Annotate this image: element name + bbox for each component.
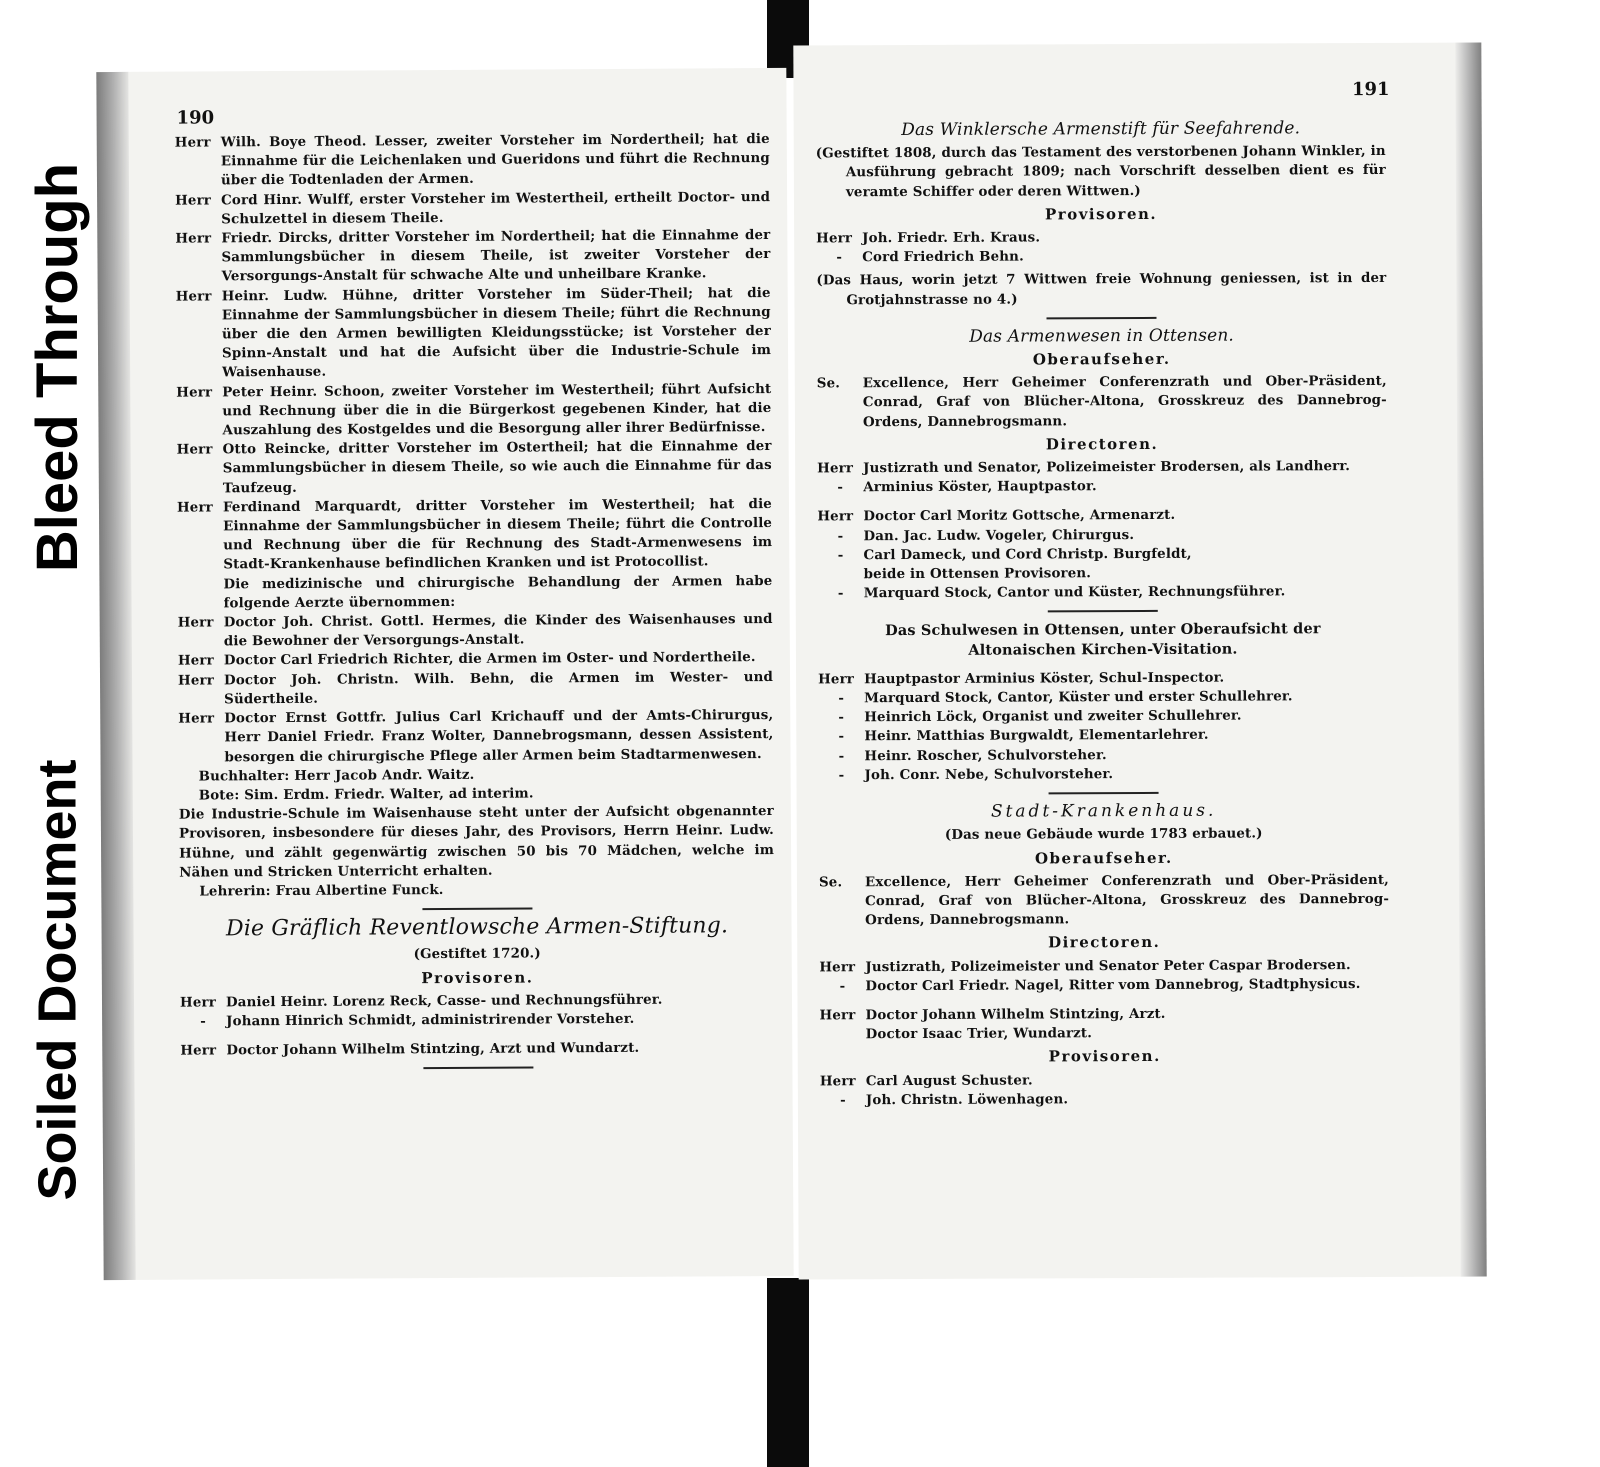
hospital-doctor-list	[820, 1004, 1390, 1045]
provisor-entry	[816, 227, 1386, 249]
entry-prefix: -	[840, 1092, 846, 1109]
official-entry	[175, 226, 770, 287]
entry-text: Marquard Stock, Cantor, Küster und erster Schullehrer.	[864, 688, 1293, 707]
entry-prefix: Herr	[819, 958, 856, 975]
entry-text: Friedr. Dircks, dritter Vorsteher im Nordertheil; hat die Einnahme der Sammlungsbücher in diesem Theile, ist zweiter Vorsteher der Versorgungs-Anstalt für schwache Alte und unheilbare Kranke.	[221, 227, 771, 285]
director-entry	[819, 975, 1389, 997]
entry-text: Justizrath und Senator, Polizeimeister Brodersen, als Landherr.	[863, 458, 1351, 477]
entry-prefix: Herr	[179, 994, 216, 1011]
entry-prefix: -	[836, 249, 843, 266]
page-number: 190	[176, 107, 215, 129]
entry-text: Johann Hinrich Schmidt, administrirender Vorsteher.	[226, 1010, 635, 1030]
entry-prefix: Herr	[175, 192, 212, 209]
entry-prefix: Se.	[816, 375, 841, 392]
entry-text: Doctor Carl Friedr. Nagel, Ritter vom Dannebrog, Stadtphysicus.	[865, 975, 1361, 994]
section-rule	[422, 908, 532, 911]
foundation-title: Die Gräflich Reventlowsche Armen-Stiftung.	[225, 913, 729, 942]
provisor-entry	[820, 1089, 1390, 1111]
bleed-through-label: Bleed Through	[25, 162, 91, 573]
entry-prefix: Herr	[818, 671, 855, 688]
hospital-oberaufseher	[819, 871, 1389, 931]
entry-prefix: -	[837, 527, 844, 544]
entry-prefix: -	[837, 547, 844, 564]
entry-prefix: Herr	[819, 1072, 856, 1089]
staff-entry	[817, 544, 1387, 566]
entry-prefix: -	[200, 1013, 207, 1030]
ottensen-directoren-heading: Directoren.	[1045, 434, 1159, 454]
entry-text: Daniel Heinr. Lorenz Reck, Casse- und Rechnungsführer.	[225, 991, 663, 1011]
entry-prefix: -	[837, 479, 844, 496]
doctor-entry	[820, 1023, 1390, 1045]
school-staff-list	[818, 668, 1388, 786]
entry-prefix: -	[838, 747, 845, 765]
right-page-text	[816, 113, 1390, 1110]
entry-prefix: Herr	[178, 710, 215, 727]
left-page-text	[175, 130, 776, 1079]
entry-text: Heinr. Matthias Burgwaldt, Elementarlehrer.	[864, 727, 1209, 745]
entry-prefix: Se.	[818, 874, 843, 891]
section-rule	[1046, 317, 1156, 319]
section-rule	[423, 1067, 533, 1070]
ottensen-oberaufseher-heading: Oberaufseher.	[1032, 349, 1171, 369]
director-entry	[817, 476, 1387, 498]
entry-prefix: -	[839, 978, 846, 995]
physician-entry	[180, 1038, 775, 1061]
entry-text: Doctor Joh. Christn. Wilh. Behn, die Armen im Wester- und Südertheile.	[223, 668, 774, 708]
entry-text: Cord Friedrich Behn.	[862, 248, 1024, 266]
winkler-note: (Gestiftet 1808, durch das Testament des verstorbenen Johann Winkler, in Ausführung gebracht 1809; nach Vorschrift desselben dient es für veramte Schiffer oder deren Wittwen.)	[815, 143, 1386, 200]
soiled-document-label: Soiled Document	[28, 759, 89, 1201]
entry-text: Dan. Jac. Ludw. Vogeler, Chirurgus.	[863, 526, 1135, 544]
entry-prefix: Herr	[175, 288, 212, 305]
entry-prefix: Herr	[177, 614, 214, 631]
entry-text: Peter Heinr. Schoon, zweiter Vorsteher im Westertheil; führt Aufsicht und Rechnung über die in die Bürgerkost gegebenen Kinder, hat die Auszahlung des Kostgeldes und die Besorgung aller ihrer Bedürfnisse.	[222, 380, 772, 439]
entry-prefix: Herr	[816, 230, 853, 247]
provisoren-heading: Provisoren.	[421, 967, 534, 987]
entry-prefix: Herr	[176, 441, 213, 458]
left-page	[96, 68, 793, 1280]
winkler-house-note: (Das Haus, worin jetzt 7 Wittwen freie Wohnung geniessen, ist in der Grotjahnstrasse no 4.)	[816, 270, 1387, 308]
entry-prefix: Herr	[175, 230, 212, 247]
entry-prefix: -	[838, 728, 845, 745]
medical-intro: Die medizinische und chirurgische Behandlung der Armen habe folgende Aerzte übernommen:	[223, 572, 773, 612]
doctor-entry	[178, 668, 773, 710]
right-page	[793, 43, 1486, 1280]
page-edge-shadow	[1455, 43, 1486, 1277]
hospital-note: (Das neue Gebäude wurde 1783 erbauet.)	[944, 825, 1263, 844]
entry-prefix: Herr	[174, 134, 211, 151]
school-staff-entry	[818, 687, 1388, 709]
staff-entry	[817, 525, 1387, 547]
soiled-document-tag	[14, 730, 102, 1230]
binding-strip-bottom	[767, 1278, 809, 1467]
school-staff-entry	[818, 706, 1388, 728]
entry-prefix: Herr	[180, 1042, 217, 1059]
school-staff-entry	[818, 745, 1388, 767]
provisor-entry	[820, 1069, 1390, 1091]
entry-prefix: Herr	[819, 1007, 856, 1024]
provisor-entry	[816, 246, 1386, 268]
winkler-provisoren-list	[816, 227, 1386, 268]
entry-text: Otto Reincke, dritter Vorsteher im Ostertheil; hat die Einnahme der Sammlungsbücher in diesem Theile, so wie auch die Einnahme für das Taufzeug.	[222, 438, 772, 497]
hospital-provisoren-heading: Provisoren.	[1048, 1047, 1161, 1066]
entry-text: Wilh. Boye Theod. Lesser, zweiter Vorsteher im Nordertheil; hat die Einnahme für die Leichenlaken und Gueridons und führt die Rechnung über die Todtenladen der Armen.	[220, 131, 770, 189]
teacher-line: Lehrerin: Frau Albertine Funck.	[199, 881, 444, 900]
school-staff-entry	[818, 725, 1388, 747]
entry-text: Doctor Johann Wilhelm Stintzing, Arzt und Wundarzt.	[226, 1039, 640, 1059]
staff-entry	[817, 505, 1387, 527]
entry-text: Arminius Köster, Hauptpastor.	[863, 478, 1097, 496]
bookkeeper-line: Buchhalter: Herr Jacob Andr. Waitz.	[198, 766, 475, 785]
entry-text: Doctor Joh. Christ. Gottl. Hermes, die Kinder des Waisenhauses und die Bewohner der Versorgungs-Anstalt.	[223, 611, 773, 650]
entry-text: Heinrich Löck, Organist und zweiter Schullehrer.	[864, 707, 1242, 726]
entry-prefix: Herr	[176, 384, 213, 401]
entry-prefix: Herr	[177, 672, 214, 689]
entry-prefix: Herr	[177, 652, 214, 670]
official-entry	[175, 130, 770, 191]
entry-prefix: Herr	[817, 508, 854, 525]
school-staff-entry	[818, 764, 1388, 786]
section-rule	[1048, 610, 1158, 612]
section-rule	[1049, 792, 1159, 794]
provisor-entry	[180, 1009, 775, 1032]
oberaufseher-entry	[817, 372, 1387, 432]
industrial-school-paragraph: Die Industrie-Schule im Waisenhause steht unter der Aufsicht obgenannter Provisoren, insbesondere für dieses Jahr, des Provisors, Herrn Heinr. Ludw. Hühne, und zählt gegenwärtig zwischen 50 bis 70 Mädchen, welche im Nähen und Stricken Unterricht erhalten.	[178, 803, 775, 881]
entry-text: Justizrath, Polizeimeister und Senator Peter Caspar Brodersen.	[865, 956, 1351, 975]
entry-prefix: -	[838, 709, 845, 726]
entry-text: Excellence, Herr Geheimer Conferenzrath und Ober-Präsident, Conrad, Graf von Blücher-Altona, Grosskreuz des Dannebrog-Ordens, Dannebrogsmann.	[864, 871, 1390, 929]
entry-text: Joh. Christn. Löwenhagen.	[865, 1091, 1069, 1108]
entry-text: Carl Dameck, und Cord Christp. Burgfeldt,	[863, 545, 1192, 564]
doctor-entry	[178, 610, 773, 652]
hospital-provisoren-list	[820, 1069, 1390, 1110]
winkler-title: Das Winklersche Armenstift für Seefahrende.	[901, 118, 1301, 141]
entry-text: Heinr. Ludw. Hühne, dritter Vorsteher im Süder-Theil; hat die Einnahme der Sammlungsbücher in diesem Theile; führt die Rechnung über die den Armen bewilligten Kleidungsstücke; ist Vorsteher der Spinn-Anstalt und hat die Aufsicht über die Industrie-Schule im Waisenhause.	[221, 284, 772, 381]
hospital-oberaufseher-heading: Oberaufseher.	[1034, 848, 1173, 867]
bleed-through-tag	[14, 145, 102, 590]
oberaufseher-entry	[819, 871, 1389, 931]
hospital-directoren-heading: Directoren.	[1048, 933, 1161, 952]
entry-text: Hauptpastor Arminius Köster, Schul-Inspector.	[864, 669, 1225, 688]
messenger-line: Bote: Sim. Erdm. Friedr. Walter, ad interim.	[198, 785, 534, 804]
entry-text: Carl August Schuster.	[865, 1072, 1033, 1089]
physician-entry-row	[180, 1038, 775, 1061]
entry-text: Excellence, Herr Geheimer Conferenzrath und Ober-Präsident, Conrad, Graf von Blücher-Altona, Grosskreuz des Dannebrog-Ordens, Dannebrogsmann.	[862, 373, 1387, 430]
entry-text: Joh. Friedr. Erh. Kraus.	[862, 229, 1041, 247]
entry-text: beide in Ottensen Provisoren.	[863, 565, 1092, 583]
entry-text: Ferdinand Marquardt, dritter Vorsteher im Westertheil; hat die Einnahme der Sammlungsbücher in diesem Theile; führt die Controlle und Rechnung über die für Rechnung des Stadt-Armenwesens im Stadt-Krankenhause befindlichen Kranken und ist Protocollist.	[222, 495, 773, 573]
entry-prefix: Herr	[817, 460, 854, 477]
winkler-provisoren-heading: Provisoren.	[1044, 204, 1158, 224]
provisoren-list	[180, 990, 775, 1032]
ottensen-oberaufseher	[817, 372, 1387, 432]
doctor-list	[178, 610, 774, 767]
entry-text: Cord Hinr. Wulff, erster Vorsteher im Westertheil, ertheilt Doctor- und Schulzettel in diesem Theile.	[221, 188, 771, 228]
entry-text: Marquard Stock, Cantor und Küster, Rechnungsführer.	[863, 583, 1286, 602]
entry-prefix	[818, 565, 864, 584]
official-entry	[175, 188, 770, 230]
ottensen-staff-list	[817, 505, 1387, 604]
entry-text: Doctor Isaac Trier, Wundarzt.	[865, 1025, 1093, 1043]
entry-text: Doctor Carl Friedrich Richter, die Armen im Oster- und Nordertheile.	[223, 649, 756, 669]
foundation-founded: (Gestiftet 1720.)	[413, 945, 541, 963]
school-title: Das Schulwesen in Ottensen, unter Oberaufsicht der Altonaischen Kirchen-Visitation.	[885, 620, 1321, 659]
official-list	[175, 130, 773, 575]
page-edge-shadow	[96, 72, 135, 1280]
director-entry	[819, 955, 1389, 977]
school-staff-entry	[818, 668, 1388, 690]
entry-prefix	[820, 1025, 866, 1044]
ottensen-directoren-list	[817, 457, 1387, 498]
page-number: 191	[1351, 78, 1390, 101]
entry-prefix: Herr	[176, 499, 213, 516]
official-entry	[177, 437, 772, 498]
staff-entry	[818, 563, 1388, 585]
staff-entry	[818, 582, 1388, 604]
entry-prefix: -	[838, 767, 845, 784]
hospital-directoren-list	[819, 955, 1389, 996]
entry-prefix: -	[837, 585, 844, 602]
official-entry	[176, 380, 771, 441]
ottensen-title: Das Armenwesen in Ottensen.	[969, 325, 1234, 347]
hospital-title: Stadt-Krankenhaus.	[990, 800, 1217, 822]
official-entry	[176, 284, 772, 384]
entry-text: Joh. Conr. Nebe, Schulvorsteher.	[864, 766, 1114, 784]
doctor-entry	[178, 706, 773, 767]
director-entry	[817, 457, 1387, 479]
entry-text: Doctor Ernst Gottfr. Julius Carl Krichauff und der Amts-Chirurgus, Herr Daniel Friedr. Franz Wolter, Dannebrogsmann, dessen Assistent, besorgen die chirurgische Pflege aller Armen beim Stadtarmenwesen.	[224, 707, 774, 765]
entry-prefix: -	[838, 690, 845, 707]
entry-text: Heinr. Roscher, Schulvorsteher.	[864, 746, 1107, 764]
entry-text: Doctor Carl Moritz Gottsche, Armenarzt.	[863, 507, 1176, 525]
doctor-entry	[820, 1004, 1390, 1026]
entry-text: Doctor Johann Wilhelm Stintzing, Arzt.	[865, 1005, 1166, 1024]
official-entry	[177, 495, 772, 575]
